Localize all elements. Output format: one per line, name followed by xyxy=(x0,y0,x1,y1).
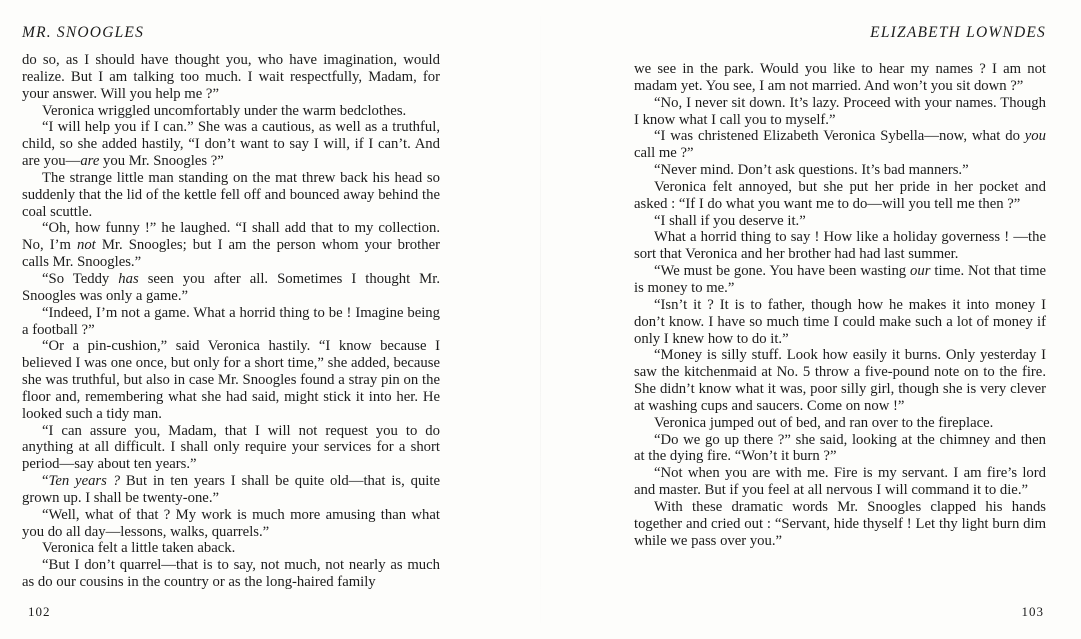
text-run: Veronica felt a little taken aback. xyxy=(42,540,236,557)
paragraph xyxy=(634,229,1046,263)
paragraph xyxy=(22,271,440,305)
text-run: Veronica felt annoyed, but she put her pride in her pocket and asked : “If I do what you want me to do—will you tell me then ?” xyxy=(634,178,1046,212)
running-head-right: ELIZABETH LOWNDES xyxy=(870,24,1046,41)
text-run: “No, I never sit down. It’s lazy. Proceed with your names. Though I know what I call you to myself.” xyxy=(634,94,1046,128)
paragraph xyxy=(22,423,440,474)
paragraph xyxy=(22,170,440,221)
paragraph xyxy=(22,103,440,120)
text-run: “Money is silly stuff. Look how easily it burns. Only yesterday I saw the kitchenmaid at No. 5 throw a five-pound note on to the fire. She didn’t know what it was, poor silly girl, though she is very clever at washing cups and saucers. Come on now !” xyxy=(634,347,1046,414)
paragraph xyxy=(634,179,1046,213)
italic-run: are xyxy=(80,153,100,170)
paragraph xyxy=(22,52,440,103)
text-run: But in ten years I shall be quite old—that is, quite grown up. I shall be twenty-one.” xyxy=(22,473,440,506)
paragraph xyxy=(22,557,440,591)
book-spine-shadow xyxy=(540,0,541,639)
paragraph xyxy=(634,347,1046,414)
paragraph xyxy=(22,473,440,507)
text-run: Veronica jumped out of bed, and ran over to the fireplace. xyxy=(654,414,994,431)
paragraph xyxy=(22,540,440,557)
text-run: “We must be gone. You have been wasting xyxy=(654,263,911,280)
paragraph xyxy=(634,162,1046,179)
paragraph xyxy=(22,220,440,271)
paragraph xyxy=(22,338,440,422)
italic-run: our xyxy=(910,263,931,280)
text-run: “I shall if you deserve it.” xyxy=(654,212,806,229)
right-page xyxy=(634,0,1046,639)
text-run: “But I don’t quarrel—that is to say, not much, not nearly as much as do our cousins in the country or as the long-haired family xyxy=(22,557,440,591)
paragraph xyxy=(634,128,1046,162)
text-run: “Indeed, I’m not a game. What a horrid thing to be ! Imagine being a football ?” xyxy=(22,304,440,338)
italic-run: not xyxy=(76,237,96,254)
italic-run: you xyxy=(1024,128,1046,145)
left-page-body xyxy=(22,52,440,591)
text-run: “Not when you are with me. Fire is my servant. I am fire’s lord and master. But if you feel at all nervous I will command it to die.” xyxy=(634,465,1046,499)
text-run: The strange little man standing on the mat threw back his head so suddenly that the lid of the kettle fell off and bounced away behind the coal scuttle. xyxy=(22,169,440,220)
paragraph xyxy=(22,507,440,541)
right-page-body xyxy=(634,61,1046,549)
text-run: What a horrid thing to say ! How like a holiday governess ! —the sort that Veronica and her brother had had last summer. xyxy=(634,229,1046,263)
text-run: “I will help you if I can.” She was a cautious, as well as a truthful, child, so she added hastily, “I don’t want to say I will, if I can’t. And are you— xyxy=(22,119,440,170)
running-head-left: MR. SNOOGLES xyxy=(22,24,145,41)
paragraph xyxy=(634,61,1046,95)
italic-run: Ten years ? xyxy=(48,473,121,490)
text-run: call me ?” xyxy=(634,145,694,162)
paragraph xyxy=(22,119,440,170)
text-run: seen you after all. Sometimes I thought Mr. Snoogles was only a game.” xyxy=(22,270,440,304)
paragraph xyxy=(634,263,1046,297)
text-run: “So Teddy xyxy=(42,270,119,287)
text-run: “Do we go up there ?” she said, looking at the chimney and then at the dying fire. “Won’t it burn ?” xyxy=(634,431,1046,465)
text-run: “I was christened Elizabeth Veronica Sybella—now, what do xyxy=(654,128,1025,145)
text-run: “Isn’t it ? It is to father, though how he makes it into money I don’t know. I have so much time I could make such a lot of money if only I knew how to do it.” xyxy=(634,296,1046,347)
text-run: “ xyxy=(42,473,49,490)
paragraph xyxy=(634,213,1046,230)
text-run: we see in the park. Would you like to hear my names ? I am not madam yet. You see, I am not married. And won’t you sit down ?” xyxy=(634,61,1046,94)
paragraph xyxy=(634,95,1046,129)
page-number-left: 102 xyxy=(28,604,51,619)
paragraph xyxy=(634,415,1046,432)
text-run: “Oh, how funny !” he laughed. “I shall add that to my collection. No, I’m xyxy=(22,220,440,254)
text-run: time. Not that time is money to me.” xyxy=(634,263,1047,296)
paragraph xyxy=(634,465,1046,499)
text-run: Veronica wriggled uncomfortably under the warm bedclothes. xyxy=(42,102,407,119)
paragraph xyxy=(634,297,1046,348)
text-run: “I can assure you, Madam, that I will not request you to do anything at all difficult. I shall only require your services for a short period—say about ten years.” xyxy=(22,422,440,473)
left-page xyxy=(22,0,440,639)
text-run: With these dramatic words Mr. Snoogles clapped his hands together and cried out : “Servant, hide thyself ! Let thy light burn dim while we pass over you.” xyxy=(634,498,1046,549)
text-run: “Never mind. Don’t ask questions. It’s bad manners.” xyxy=(654,162,969,179)
italic-run: has xyxy=(118,270,139,287)
paragraph xyxy=(634,432,1046,466)
text-run: “Or a pin-cushion,” said Veronica hastily. “I know because I believed I was one once, but only for a short time,” she added, because she was truthful, but also in case Mr. Snoogles found a stray pin on the floor and, remembering what she had said, might stick it into her. He looked such a tidy man. xyxy=(22,338,440,422)
text-run: do so, as I should have thought you, who have imagination, would realize. But I am talking too much. I wait respectfully, Madam, for your answer. Will you help me ?” xyxy=(22,52,440,102)
text-run: you Mr. Snoogles ?” xyxy=(99,153,224,170)
paragraph xyxy=(634,499,1046,550)
page-number-right: 103 xyxy=(1021,604,1044,619)
paragraph xyxy=(22,305,440,339)
text-run: Mr. Snoogles; but I am the person whom your brother calls Mr. Snoogles.” xyxy=(22,237,440,271)
text-run: “Well, what of that ? My work is much more amusing than what you do all day—lessons, walks, quarrels.” xyxy=(22,506,440,540)
